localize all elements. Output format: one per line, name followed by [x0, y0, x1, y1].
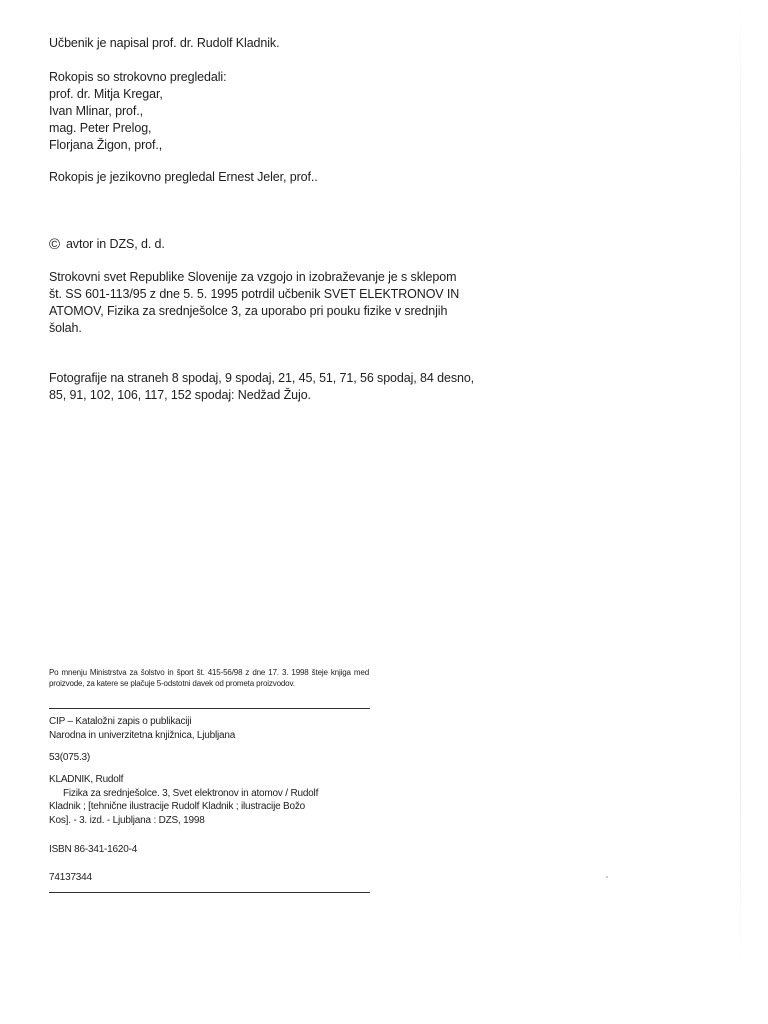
reviewer-name: prof. dr. Mitja Kregar,	[49, 87, 163, 101]
copyright-line	[49, 236, 165, 253]
copyright-icon: ©	[49, 236, 60, 253]
photo-credits-paragraph	[49, 370, 474, 404]
approval-line: ATOMOV, Fizika za srednješolce 3, za uporabo pri pouku fizike v srednjih	[49, 304, 448, 318]
language-review-line: Rokopis je jezikovno pregledal Ernest Jeler, prof..	[49, 170, 318, 184]
cip-entry-line: Kladnik ; [tehnične ilustracije Rudolf Kladnik ; ilustracije Božo	[49, 801, 306, 812]
photo-credits-line: Fotografije na straneh 8 spodaj, 9 spodaj, 21, 45, 51, 71, 56 spodaj, 84 desno,	[49, 371, 475, 385]
reviewers-block	[49, 69, 226, 154]
cip-bottom-divider	[49, 892, 370, 893]
cip-entry-author: KLADNIK, Rudolf	[49, 774, 124, 785]
reviewer-name: Ivan Mlinar, prof.,	[49, 104, 143, 118]
cip-entry-block	[49, 773, 318, 827]
cip-entry-line: Fizika za srednješolce. 3, Svet elektronov in atomov / Rudolf	[63, 787, 319, 799]
approval-line: št. SS 601-113/95 z dne 5. 5. 1995 potrdil učbenik SVET ELEKTRONOV IN	[49, 287, 460, 301]
scan-speck	[606, 876, 608, 878]
author-line: Učbenik je napisal prof. dr. Rudolf Kladnik.	[49, 36, 280, 50]
approval-line: šolah.	[49, 321, 82, 335]
cip-top-divider	[49, 708, 370, 709]
reviewers-heading: Rokopis so strokovno pregledali:	[49, 70, 227, 84]
reviewer-name: Florjana Žigon, prof.,	[49, 138, 163, 152]
approval-line: Strokovni svet Republike Slovenije za vzgojo in izobraževanje je s sklepom	[49, 270, 457, 284]
approval-paragraph	[49, 269, 459, 337]
cip-title-line: Narodna in univerzitetna knjižnica, Ljubljana	[49, 729, 236, 741]
reviewer-name: mag. Peter Prelog,	[49, 121, 152, 135]
photo-credits-line: 85, 91, 102, 106, 117, 152 spodaj: Nedžad Žujo.	[49, 388, 311, 402]
cip-entry-line: Kos]. - 3. izd. - Ljubljana : DZS, 1998	[49, 814, 205, 826]
scan-edge-shadow	[740, 0, 741, 970]
cip-isbn: ISBN 86-341-1620-4	[49, 844, 138, 855]
cip-title-block	[49, 715, 235, 742]
cip-title-line: CIP – Kataložni zapis o publikaciji	[49, 716, 192, 727]
cip-record-number: 74137344	[49, 872, 92, 883]
copyright-text: avtor in DZS, d. d.	[65, 237, 165, 251]
tax-note: Po mnenju Ministrstva za šolstvo in šport št. 415-56/98 z dne 17. 3. 1998 šteje knjiga med proizvode, za katere se plačuje 5-odstotni davek od prometa proizvodov.	[49, 668, 369, 688]
cip-udk: 53(075.3)	[49, 752, 91, 763]
